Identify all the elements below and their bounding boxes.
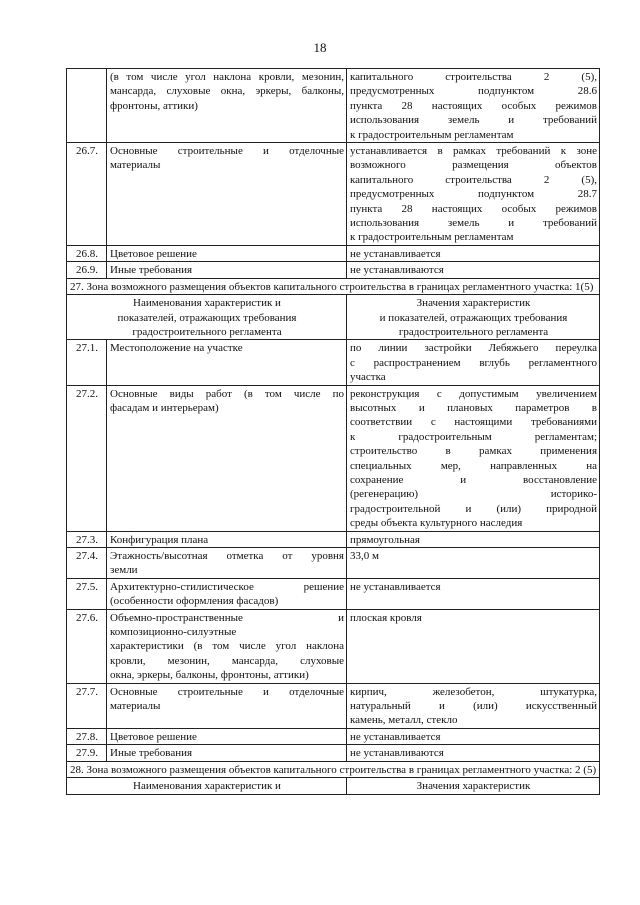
characteristic-name [107, 385, 347, 531]
text-line: использования земель и требований [350, 217, 597, 230]
characteristic-value [347, 548, 600, 579]
table-row [67, 262, 600, 278]
text-line: использования земель и требований [350, 114, 597, 127]
characteristic-name [107, 262, 347, 278]
text-line: не устанавливаются [350, 264, 444, 277]
table-row [67, 143, 600, 246]
text-line: Объемно-пространственные и [110, 611, 344, 624]
table-row [67, 728, 600, 744]
text-line: капитального строительства 2 (5), [350, 173, 597, 186]
characteristic-name [107, 609, 347, 683]
text-line: градостроительного регламента [132, 325, 282, 338]
column-header-values [347, 778, 600, 794]
text-line: прямоугольная [350, 533, 420, 546]
text-line: мансарда, слуховые окна, эркеры, балконы, [110, 85, 344, 98]
text-line: Иные требования [110, 264, 193, 277]
item-number: 27.4. [67, 548, 107, 579]
text-line: с распространением вглубь регламентного [350, 356, 597, 369]
text-line: Местоположение на участке [110, 342, 243, 355]
text-line: камень, металл, стекло [350, 714, 458, 727]
characteristic-name [107, 340, 347, 385]
column-header-row [67, 295, 600, 340]
page-number: 18 [313, 40, 327, 55]
text-line: Архитектурно-стилистическое решение [110, 580, 344, 593]
characteristic-name [107, 531, 347, 547]
characteristic-value [347, 340, 600, 385]
text-line: земли [110, 564, 138, 577]
item-number: 27.7. [67, 683, 107, 728]
table-row [67, 385, 600, 531]
text-line: не устанавливается [350, 580, 441, 593]
item-number: 27.2. [67, 385, 107, 531]
zone-heading: 28. Зона возможного размещения объектов капитального строительства в границах регламентного участка: 2 (5) [67, 761, 600, 777]
zone-heading: 27. Зона возможного размещения объектов капитального строительства в границах регламентного участка: 1(5) [67, 278, 600, 294]
item-number: 27.9. [67, 745, 107, 761]
text-line: не устанавливается [350, 247, 441, 260]
item-number: 26.8. [67, 245, 107, 261]
item-number [67, 69, 107, 143]
table-row [67, 683, 600, 728]
item-number: 26.7. [67, 143, 107, 246]
text-line: пункта 28 настоящих особых режимов [350, 202, 597, 215]
item-number: 27.1. [67, 340, 107, 385]
text-line: Значения характеристик [416, 780, 531, 793]
text-line: к градостроительным регламентам; [350, 430, 597, 443]
table-row [67, 531, 600, 547]
characteristic-name [107, 728, 347, 744]
characteristic-value [347, 143, 600, 246]
text-line: Этажность/высотная отметка от уровня [110, 550, 344, 562]
text-line: устанавливается в рамках требований к зоне [350, 145, 597, 158]
characteristic-value [347, 609, 600, 683]
text-line: пункта 28 настоящих особых режимов [350, 99, 597, 112]
characteristic-value [347, 245, 600, 261]
characteristic-value [347, 69, 600, 143]
text-line: фасадам и интерьерам) [110, 401, 219, 414]
text-line: высотных и плановых параметров в [350, 401, 597, 414]
text-line: специальных мер, направленных на [350, 459, 597, 472]
table-row [67, 548, 600, 579]
characteristic-name [107, 578, 347, 609]
text-line: предусмотренных подпунктом 28.7 [350, 188, 597, 201]
text-line: предусмотренных подпунктом 28.6 [350, 85, 597, 98]
item-number: 27.6. [67, 609, 107, 683]
text-line: Наименования характеристик и [133, 780, 281, 793]
regulation-table [66, 68, 600, 795]
characteristic-value [347, 262, 600, 278]
text-line: Иные требования [110, 747, 193, 760]
characteristic-value [347, 745, 600, 761]
text-line: к градостроительным регламентам [350, 128, 514, 141]
text-line: (в том числе угол наклона кровли, мезонин, [110, 71, 344, 83]
text-line: показателей, отражающих требования [117, 311, 297, 324]
text-line: Основные строительные и отделочные [110, 685, 344, 698]
characteristic-value [347, 683, 600, 728]
text-line: соответствии с настоящими требованиями [350, 416, 597, 429]
text-line: Значения характеристик [416, 297, 531, 310]
zone-heading-row [67, 761, 600, 777]
text-line: (регенерацию) историко- [350, 488, 597, 501]
column-header-names [67, 295, 347, 340]
table-row [67, 578, 600, 609]
text-line: Основные виды работ (в том числе по [110, 387, 344, 400]
text-line: и показателей, отражающих требования [379, 311, 568, 324]
text-line: капитального строительства 2 (5), [350, 71, 597, 83]
item-number: 26.9. [67, 262, 107, 278]
text-line: 33,0 м [350, 550, 379, 562]
text-line: градостроительной и (или) природной [350, 502, 597, 515]
characteristic-name [107, 245, 347, 261]
table-row [67, 69, 600, 143]
table-row [67, 245, 600, 261]
table-row [67, 609, 600, 683]
zone-heading-row [67, 278, 600, 294]
characteristic-value [347, 385, 600, 531]
text-line: не устанавливаются [350, 747, 444, 760]
text-line: окна, эркеры, балконы, фронтоны, аттики) [110, 669, 309, 682]
text-line: участка [350, 371, 386, 384]
regulation-table-body [67, 69, 600, 795]
column-header-names [67, 778, 347, 794]
characteristic-name [107, 143, 347, 246]
text-line: (особенности оформления фасадов) [110, 595, 279, 608]
column-header-row [67, 778, 600, 794]
characteristic-name [107, 745, 347, 761]
text-line: Наименования характеристик и [133, 297, 281, 310]
table-row [67, 340, 600, 385]
characteristic-name [107, 548, 347, 579]
text-line: кирпич, железобетон, штукатурка, [350, 685, 597, 698]
characteristic-value [347, 531, 600, 547]
text-line: композиционно-силуэтные [110, 626, 237, 639]
text-line: по линии застройки Лебяжьего переулка [350, 342, 597, 355]
column-header-values [347, 295, 600, 340]
text-line: натуральный и (или) искусственный [350, 700, 597, 713]
text-line: Основные строительные и отделочные [110, 145, 344, 158]
item-number: 27.5. [67, 578, 107, 609]
characteristic-name [107, 69, 347, 143]
table-row [67, 745, 600, 761]
characteristic-value [347, 578, 600, 609]
text-line: материалы [110, 159, 161, 172]
text-line: к градостроительным регламентам [350, 231, 514, 244]
text-line: Цветовое решение [110, 247, 197, 260]
item-number: 27.3. [67, 531, 107, 547]
text-line: плоская кровля [350, 611, 422, 624]
text-line: строительство в рамках применения [350, 445, 597, 458]
text-line: фронтоны, аттики) [110, 99, 198, 112]
text-line: материалы [110, 700, 161, 713]
text-line: среды объекта культурного наследия [350, 517, 523, 530]
text-line: возможного размещения объектов [350, 159, 597, 172]
text-line: реконструкция с допустимым увеличением [350, 387, 597, 400]
characteristic-value [347, 728, 600, 744]
text-line: Цветовое решение [110, 730, 197, 743]
text-line: характеристики (в том числе угол наклона [110, 640, 344, 653]
text-line: кровли, мезонин, мансарда, слуховые [110, 654, 344, 667]
text-line: сохранение и восстановление [350, 473, 597, 486]
text-line: Конфигурация плана [110, 533, 209, 546]
text-line: не устанавливается [350, 730, 441, 743]
characteristic-name [107, 683, 347, 728]
item-number: 27.8. [67, 728, 107, 744]
text-line: градостроительного регламента [398, 325, 549, 338]
